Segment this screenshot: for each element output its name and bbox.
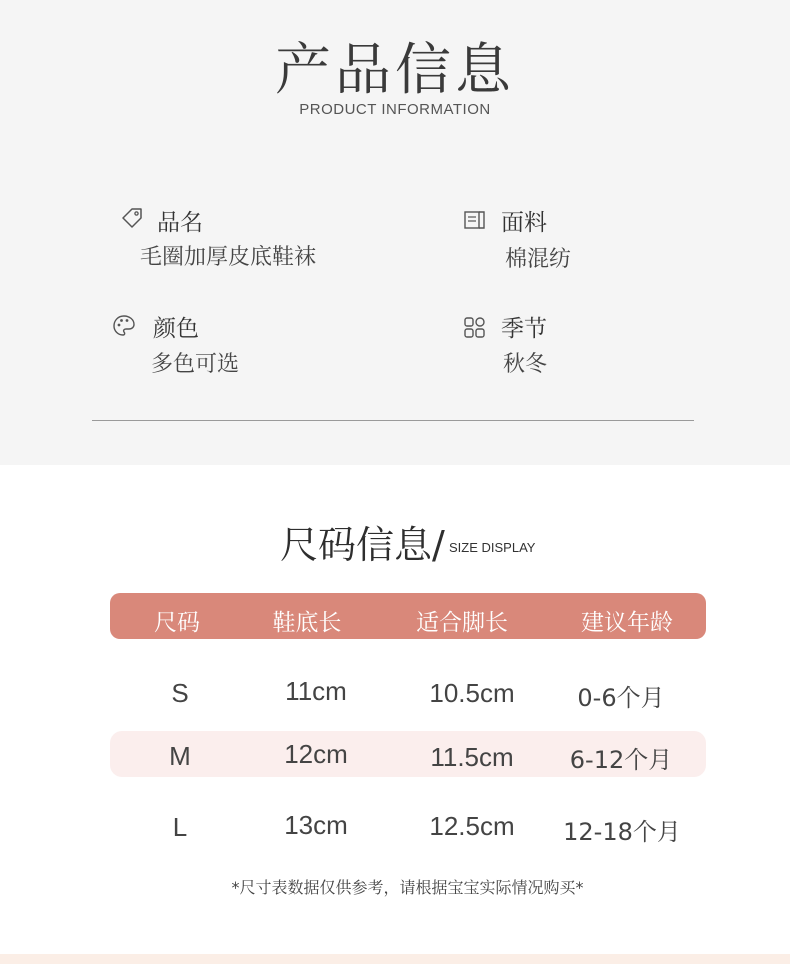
cell-foot-length: 12.5cm: [429, 811, 515, 841]
attr-label: 季节: [501, 316, 547, 342]
attr-value: 秋冬: [503, 352, 548, 377]
attr-label: 面料: [501, 210, 547, 236]
attr-value: 多色可选: [151, 352, 240, 377]
cell-foot-length: 11.5cm: [430, 742, 514, 772]
attr-value: 毛圈加厚皮底鞋袜: [140, 245, 317, 270]
size-note: *尺寸表数据仅供参考，请根据宝宝实际情况购买*: [231, 878, 584, 897]
attr-label: 颜色: [153, 316, 199, 342]
cell-sole-length: 11cm: [285, 676, 347, 706]
attr-value: 棉混纺: [505, 247, 572, 272]
cell-age: 0-6个月: [577, 684, 665, 712]
grid-icon: [463, 316, 487, 340]
cell-size: L: [172, 812, 188, 842]
cell-age: 6-12个月: [569, 746, 673, 774]
attr-label: 品名: [157, 210, 203, 236]
header-size: 尺码: [154, 610, 200, 636]
fabric-icon: [463, 208, 487, 232]
cell-sole-length: 13cm: [284, 810, 348, 840]
cell-age: 12-18个月: [563, 818, 681, 846]
cell-sole-length: 12cm: [284, 739, 348, 769]
cell-size: M: [169, 741, 191, 771]
cell-size: S: [171, 678, 189, 708]
header-age: 建议年龄: [581, 610, 673, 636]
header-sole-length: 鞋底长: [272, 610, 342, 636]
tag-icon: [120, 206, 144, 230]
size-title: 尺码信息/: [280, 523, 445, 567]
section-divider: [92, 420, 694, 421]
size-subtitle: SIZE DISPLAY: [449, 540, 536, 555]
bottom-strip: [0, 954, 790, 964]
page-subtitle: PRODUCT INFORMATION: [299, 101, 491, 118]
cell-foot-length: 10.5cm: [429, 678, 515, 708]
header-foot-length: 适合脚长: [416, 610, 508, 636]
page-title: 产品信息: [275, 38, 515, 103]
palette-icon: [112, 314, 136, 338]
